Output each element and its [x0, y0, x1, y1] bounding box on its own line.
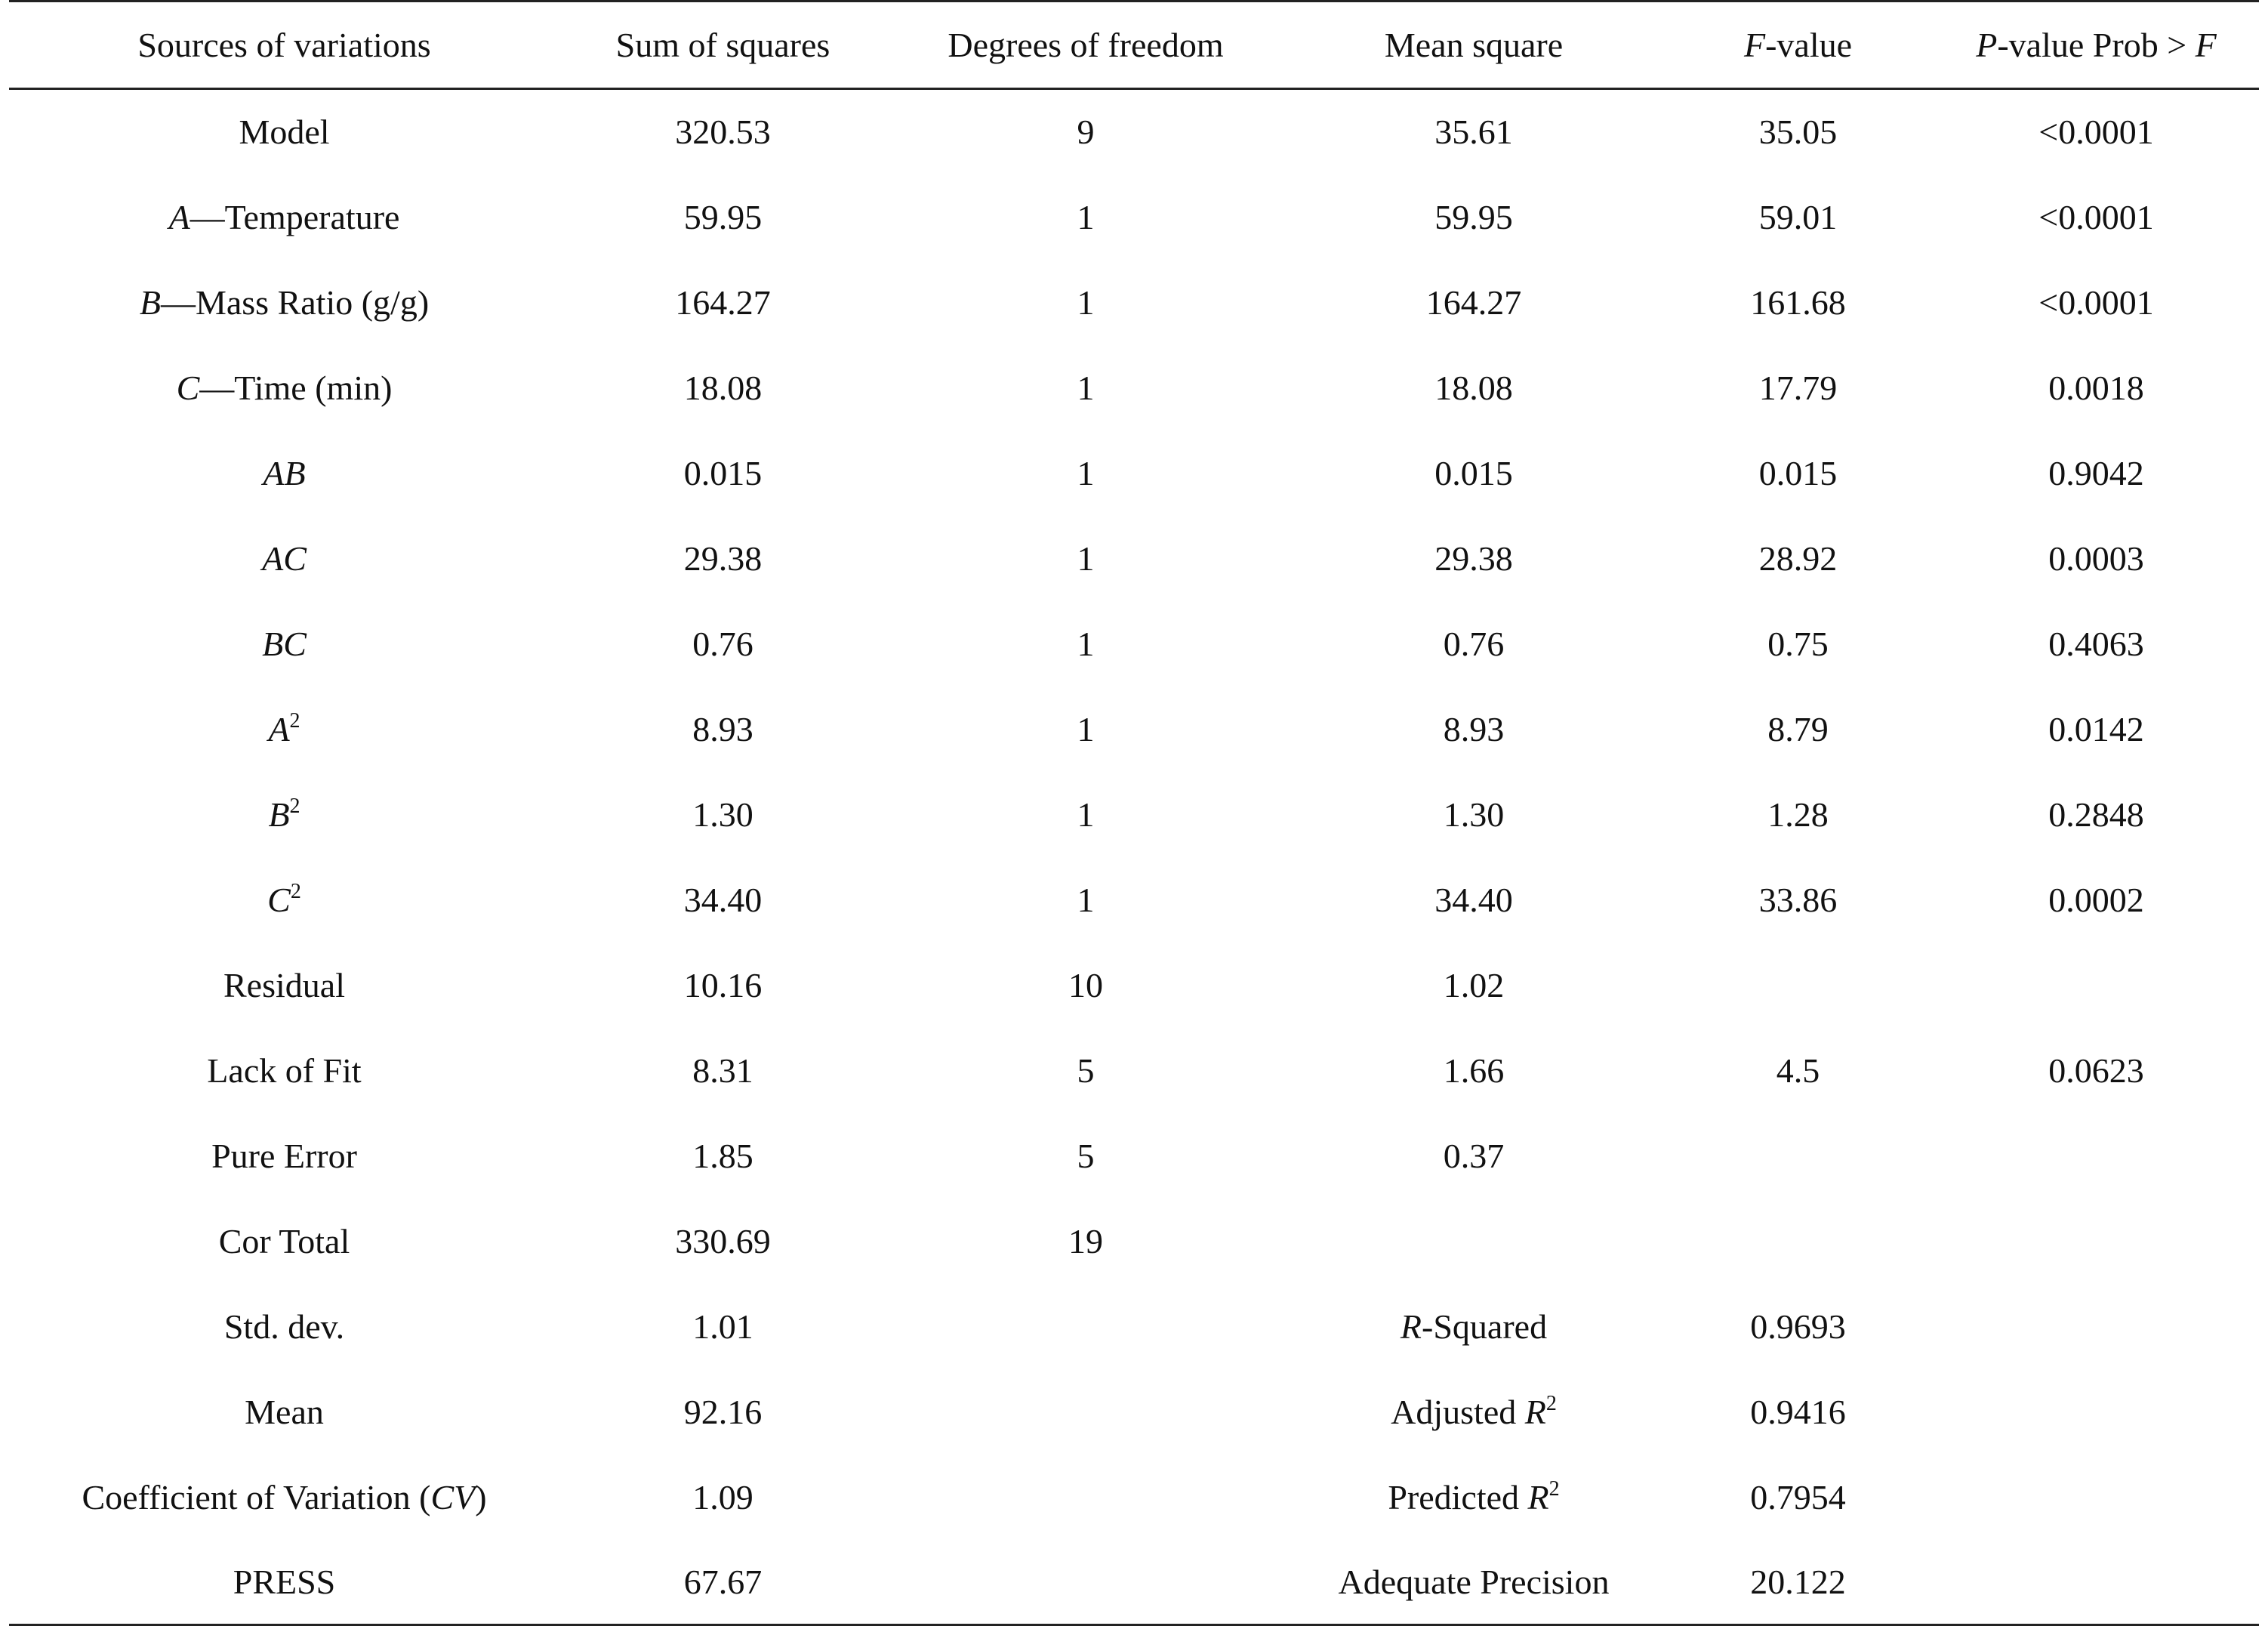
f-cell: [1662, 1113, 1934, 1199]
empty-cell: [1934, 1284, 2259, 1369]
stat-value-cell: 0.7954: [1750, 1477, 1846, 1516]
df-cell: 5: [1077, 1136, 1095, 1175]
header-degrees-of-freedom: Degrees of freedom: [886, 2, 1285, 89]
table-row: [9, 516, 2259, 601]
ss-cell: 1.30: [692, 794, 753, 834]
source-cell: [9, 686, 559, 772]
table-row: [9, 686, 2259, 772]
ss-cell: 18.08: [683, 368, 763, 407]
superscript: 2: [289, 794, 300, 818]
fit-row: [9, 1455, 2259, 1540]
ms-cell: 0.37: [1443, 1136, 1505, 1175]
source-cell: [9, 601, 559, 686]
table-header: [9, 2, 2259, 89]
source-cell: [9, 772, 559, 857]
fit-label-cell: PRESS: [233, 1562, 336, 1601]
f-cell: 1.28: [1767, 794, 1829, 834]
source-cell: Model: [239, 113, 330, 152]
df-cell: 1: [1077, 624, 1095, 663]
empty-cell: [1934, 1540, 2259, 1625]
ss-cell: 10.16: [683, 965, 763, 1004]
stat-label-text: -Squared: [1422, 1307, 1548, 1346]
ss-cell: 0.76: [692, 624, 753, 663]
f-cell: 0.015: [1758, 453, 1838, 492]
factor-label: —Temperature: [190, 197, 400, 236]
df-cell: 1: [1077, 794, 1095, 834]
f-cell: 59.01: [1758, 197, 1838, 236]
f-cell: 161.68: [1750, 282, 1846, 322]
p-cell: 0.0142: [2048, 709, 2144, 748]
source-cell: [9, 174, 559, 260]
source-cell: [9, 345, 559, 430]
f-cell: [1662, 943, 1934, 1028]
f-cell: 33.86: [1758, 880, 1838, 919]
p-cell: 0.0623: [2048, 1051, 2144, 1090]
ss-cell: 8.31: [692, 1051, 753, 1090]
ms-cell: 34.40: [1434, 880, 1513, 919]
p-cell: 0.9042: [2048, 453, 2144, 492]
fit-value-cell: 1.01: [692, 1307, 753, 1346]
header-f-value: [1662, 2, 1934, 89]
ss-cell: 1.85: [692, 1136, 753, 1175]
cv-label-close: ): [475, 1477, 487, 1516]
ms-cell: 8.93: [1443, 709, 1505, 748]
p-cell: 0.0003: [2048, 538, 2144, 578]
df-cell: 9: [1077, 113, 1095, 152]
interaction-symbol: BC: [262, 624, 307, 663]
fit-label-cell: [9, 1455, 559, 1540]
df-cell: 1: [1077, 538, 1095, 578]
ss-cell: 330.69: [675, 1221, 771, 1260]
p-value-text: -value Prob >: [1997, 26, 2196, 64]
source-cell: [9, 516, 559, 601]
source-cell: Cor Total: [218, 1221, 350, 1260]
fit-row: [9, 1284, 2259, 1369]
ss-cell: 59.95: [683, 197, 763, 236]
r-symbol: R: [1527, 1477, 1549, 1516]
ms-cell: 0.015: [1434, 453, 1513, 492]
table-row: [9, 601, 2259, 686]
ss-cell: 34.40: [683, 880, 763, 919]
ms-cell: 29.38: [1434, 538, 1513, 578]
p-cell: <0.0001: [2038, 197, 2154, 236]
factor-label: —Time (min): [199, 368, 393, 407]
cv-symbol: CV: [430, 1477, 476, 1516]
empty-cell: [886, 1369, 1285, 1455]
anova-table: [9, 0, 2259, 1626]
ms-cell: 1.30: [1443, 794, 1505, 834]
stat-value-cell: 20.122: [1750, 1562, 1846, 1601]
f-cell: 28.92: [1758, 538, 1838, 578]
source-cell: Pure Error: [211, 1136, 357, 1175]
df-cell: 1: [1077, 880, 1095, 919]
fit-label-cell: Std. dev.: [223, 1307, 345, 1346]
f-value-text: -value: [1765, 26, 1853, 64]
fit-label-cell: Mean: [245, 1392, 324, 1431]
ss-cell: 0.015: [683, 453, 763, 492]
fit-row: [9, 1540, 2259, 1625]
source-cell: [9, 260, 559, 345]
df-cell: 19: [1068, 1221, 1103, 1260]
superscript: 2: [1548, 1476, 1560, 1501]
table-body: [9, 89, 2259, 1625]
f-cell: 0.75: [1767, 624, 1829, 663]
stat-value-cell: 0.9416: [1750, 1392, 1846, 1431]
ss-cell: 29.38: [683, 538, 763, 578]
cv-label-text: Coefficient of Variation (: [82, 1477, 431, 1516]
table-row: [9, 1028, 2259, 1113]
table-row: [9, 260, 2259, 345]
header-sum-of-squares: Sum of squares: [559, 2, 886, 89]
stat-label-cell: [1285, 1284, 1662, 1369]
factor-symbol: B: [139, 282, 161, 322]
df-cell: 1: [1077, 453, 1095, 492]
ms-cell: 18.08: [1434, 368, 1513, 407]
df-cell: 1: [1077, 709, 1095, 748]
superscript: 2: [1545, 1391, 1557, 1415]
df-cell: 1: [1077, 368, 1095, 407]
table-row: [9, 89, 2259, 174]
f-cell: 4.5: [1776, 1051, 1820, 1090]
p-cell: 0.0002: [2048, 880, 2144, 919]
f-cell: 17.79: [1758, 368, 1838, 407]
stat-label-cell: [1285, 1369, 1662, 1455]
stat-label-text: Predicted: [1388, 1477, 1528, 1516]
r-symbol: R: [1400, 1307, 1422, 1346]
ss-cell: 164.27: [675, 282, 771, 322]
empty-cell: [886, 1284, 1285, 1369]
stat-label-cell: Adequate Precision: [1338, 1562, 1610, 1601]
empty-cell: [886, 1455, 1285, 1540]
factor-symbol: C: [176, 368, 200, 407]
fit-value-cell: 1.09: [692, 1477, 753, 1516]
source-cell: Lack of Fit: [207, 1051, 362, 1090]
df-cell: 1: [1077, 282, 1095, 322]
p-cell: [1934, 1199, 2259, 1284]
p-symbol: P: [1976, 26, 1998, 64]
table-row: [9, 1113, 2259, 1199]
p-f-symbol: F: [2195, 26, 2217, 64]
f-symbol: F: [1743, 26, 1766, 64]
table-row: [9, 943, 2259, 1028]
ss-cell: 8.93: [692, 709, 753, 748]
ss-cell: 320.53: [675, 113, 771, 152]
table-row: [9, 772, 2259, 857]
ms-cell: 35.61: [1434, 113, 1513, 152]
quadratic-symbol: A: [268, 709, 290, 748]
fit-value-cell: 92.16: [683, 1392, 763, 1431]
table-row: [9, 345, 2259, 430]
ms-cell: 164.27: [1425, 282, 1522, 322]
superscript: 2: [289, 708, 300, 733]
df-cell: 10: [1068, 965, 1103, 1004]
quadratic-symbol: B: [268, 794, 290, 834]
f-cell: 8.79: [1767, 709, 1829, 748]
empty-cell: [1934, 1369, 2259, 1455]
table-row: [9, 430, 2259, 516]
stat-value-cell: 0.9693: [1750, 1307, 1846, 1346]
p-cell: <0.0001: [2038, 113, 2154, 152]
table-row: [9, 857, 2259, 943]
table-row: [9, 174, 2259, 260]
stat-label-cell: [1285, 1455, 1662, 1540]
source-cell: Residual: [223, 965, 345, 1004]
ms-cell: 1.02: [1443, 965, 1505, 1004]
ms-cell: 59.95: [1434, 197, 1513, 236]
header-p-value: [1934, 2, 2259, 89]
r-symbol: R: [1524, 1392, 1546, 1431]
f-cell: [1662, 1199, 1934, 1284]
superscript: 2: [290, 879, 301, 903]
p-cell: 0.0018: [2048, 368, 2144, 407]
header-source: Sources of variations: [9, 2, 559, 89]
p-cell: [1934, 943, 2259, 1028]
p-cell: 0.2848: [2048, 794, 2144, 834]
ms-cell: 1.66: [1443, 1051, 1505, 1090]
quadratic-symbol: C: [267, 880, 291, 919]
empty-cell: [1934, 1455, 2259, 1540]
source-cell: [9, 430, 559, 516]
fit-value-cell: 67.67: [683, 1562, 763, 1601]
p-cell: [1934, 1113, 2259, 1199]
interaction-symbol: AC: [262, 538, 307, 578]
factor-label: —Mass Ratio (g/g): [160, 282, 430, 322]
fit-row: [9, 1369, 2259, 1455]
interaction-symbol: AB: [263, 453, 306, 492]
df-cell: 5: [1077, 1051, 1095, 1090]
table-row: [9, 1199, 2259, 1284]
ms-cell: [1285, 1199, 1662, 1284]
header-mean-square: Mean square: [1285, 2, 1662, 89]
empty-cell: [886, 1540, 1285, 1625]
stat-label-text: Adjusted: [1391, 1392, 1525, 1431]
ms-cell: 0.76: [1443, 624, 1505, 663]
header-row: [9, 2, 2259, 89]
source-cell: [9, 857, 559, 943]
df-cell: 1: [1077, 197, 1095, 236]
f-cell: 35.05: [1758, 113, 1838, 152]
factor-symbol: A: [168, 197, 190, 236]
p-cell: <0.0001: [2038, 282, 2154, 322]
p-cell: 0.4063: [2048, 624, 2144, 663]
